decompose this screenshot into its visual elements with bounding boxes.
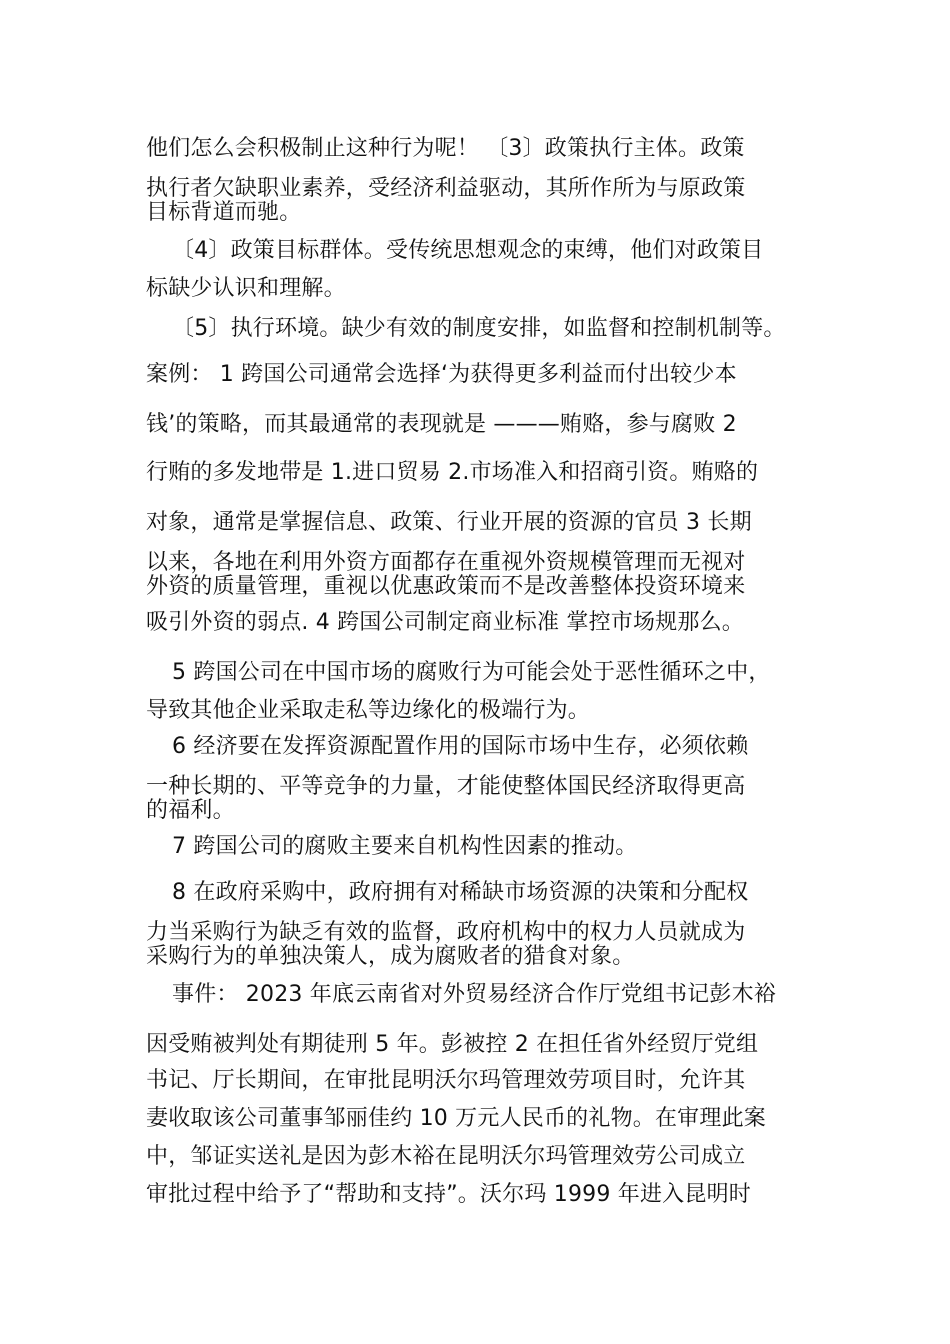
text-line-13: 吸引外资的弱点. 4 跨国公司制定商业标准 掌控市场规那么。 [146,610,744,635]
text-line-22: 采购行为的单独决策人，成为腐败者的猎食对象。 [146,944,635,969]
text-line-7: 案例： 1 跨国公司通常会选择‘为获得更多利益而付出较少本 [146,362,737,387]
text-line-14: 5 跨国公司在中国市场的腐败行为可能会处于恶性循环之中， [172,660,771,685]
text-line-3: 目标背道而驰。 [146,200,302,225]
text-line-1: 他们怎么会积极制止这种行为呢！ 〔3〕政策执行主体。政策 [146,136,745,161]
text-line-23: 事件： 2023 年底云南省对外贸易经济合作厅党组书记彭木裕 [172,982,776,1007]
text-line-4: 〔4〕政策目标群体。受传统思想观念的束缚，他们对政策目 [172,238,764,263]
text-line-5: 标缺少认识和理解。 [146,276,346,301]
text-line-18: 的福利。 [146,798,235,823]
text-line-17: 一种长期的、平等竞争的力量，才能使整体国民经济取得更高 [146,774,746,799]
text-line-2: 执行者欠缺职业素养，受经济利益驱动，其所作所为与原政策 [146,176,746,201]
text-line-27: 中，邹证实送礼是因为彭木裕在昆明沃尔玛管理效劳公司成立 [146,1144,746,1169]
text-line-25: 书记、厅长期间，在审批昆明沃尔玛管理效劳项目时，允许其 [146,1068,746,1093]
text-line-9: 行贿的多发地带是 1.进口贸易 2.市场准入和招商引资。贿赂的 [146,460,759,485]
text-line-20: 8 在政府采购中，政府拥有对稀缺市场资源的决策和分配权 [172,880,749,905]
text-line-15: 导致其他企业采取走私等边缘化的极端行为。 [146,698,591,723]
text-line-10: 对象，通常是掌握信息、政策、行业开展的资源的官员 3 长期 [146,510,752,535]
text-line-28: 审批过程中给予了“帮助和支持”。沃尔玛 1999 年进入昆明时 [146,1182,751,1207]
text-line-26: 妻收取该公司董事邹丽佳约 10 万元人民币的礼物。在审理此案 [146,1106,766,1131]
text-line-19: 7 跨国公司的腐败主要来自机构性因素的推动。 [172,834,638,859]
text-line-24: 因受贿被判处有期徒刑 5 年。彭被控 2 在担任省外经贸厅党组 [146,1032,759,1057]
text-line-12: 外资的质量管理，重视以优惠政策而不是改善整体投资环境来 [146,574,746,599]
text-line-8: 钱’的策略，而其最通常的表现就是 ———贿赂，参与腐败 2 [146,412,737,437]
text-line-16: 6 经济要在发挥资源配置作用的国际市场中生存，必须依赖 [172,734,749,759]
text-line-21: 力当采购行为缺乏有效的监督，政府机构中的权力人员就成为 [146,920,746,945]
text-line-11: 以来，各地在利用外资方面都存在重视外资规模管理而无视对 [146,550,746,575]
text-line-6: 〔5〕执行环境。缺少有效的制度安排，如监督和控制机制等。 [172,316,786,341]
